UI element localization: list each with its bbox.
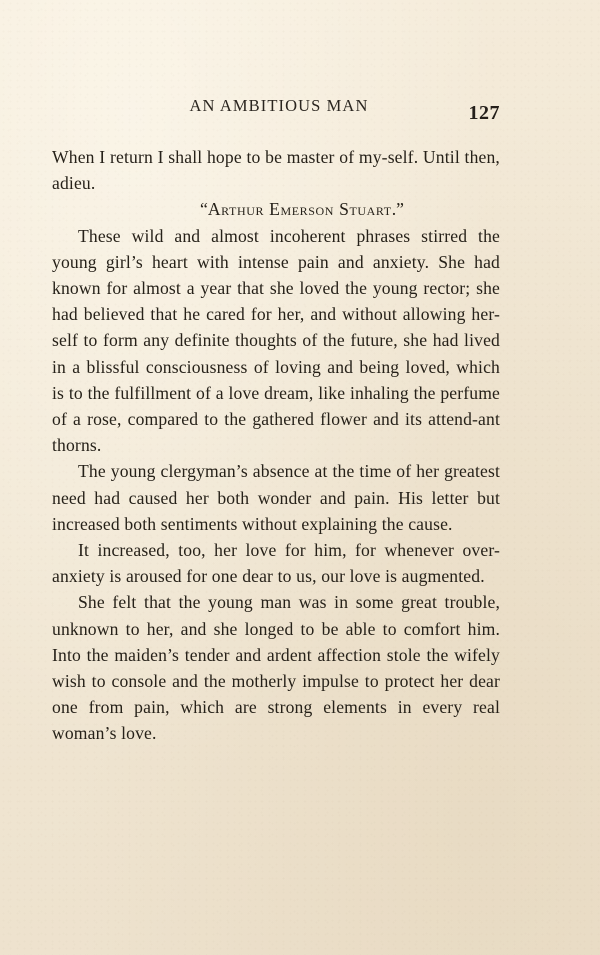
running-head [52,96,500,126]
page-number: 127 [468,102,500,124]
paragraph-3: It increased, too, her love for him, for whenever over-anxiety is aroused for one dear to us, our love is augmented. [52,540,500,587]
signature-open-quote: “ [200,199,208,220]
page-content [52,96,500,747]
paragraph-4: She felt that the young man was in some great trouble, unknown to her, and she longed to be able to comfort him. Into the maiden’s tender and ardent affection stole the wifely wish to console and the motherly impulse to protect her dear one from pain, which are strong elements in every real woman’s love. [52,592,500,744]
letter-closing-paragraph: When I return I shall hope to be master of my-self. Until then, adieu. [52,147,500,194]
paragraph-2: The young clergyman’s absence at the time of her greatest need had caused her both wonder and pain. His letter but increased both sentiments without explaining the cause. [52,461,500,534]
signature-name: Arthur Emerson Stuart [207,199,392,220]
paragraph-1: These wild and almost incoherent phrases stirred the young girl’s heart with intense pain and anxiety. She had known for almost a year that she loved the young rector; she had believed that he cared for her, and without allowing her-self to form any definite thoughts of the future, she had lived in a blissful consciousness of loving and being loved, which is to the fulfillment of a love dream, like inhaling the perfume of a rose, compared to the gathered flower and its attend-ant thorns. [52,225,500,456]
signature-close-quote: .” [391,199,404,220]
body-text [52,144,500,747]
letter-signature [52,196,500,222]
running-head-title: AN AMBITIOUS MAN [189,96,369,115]
